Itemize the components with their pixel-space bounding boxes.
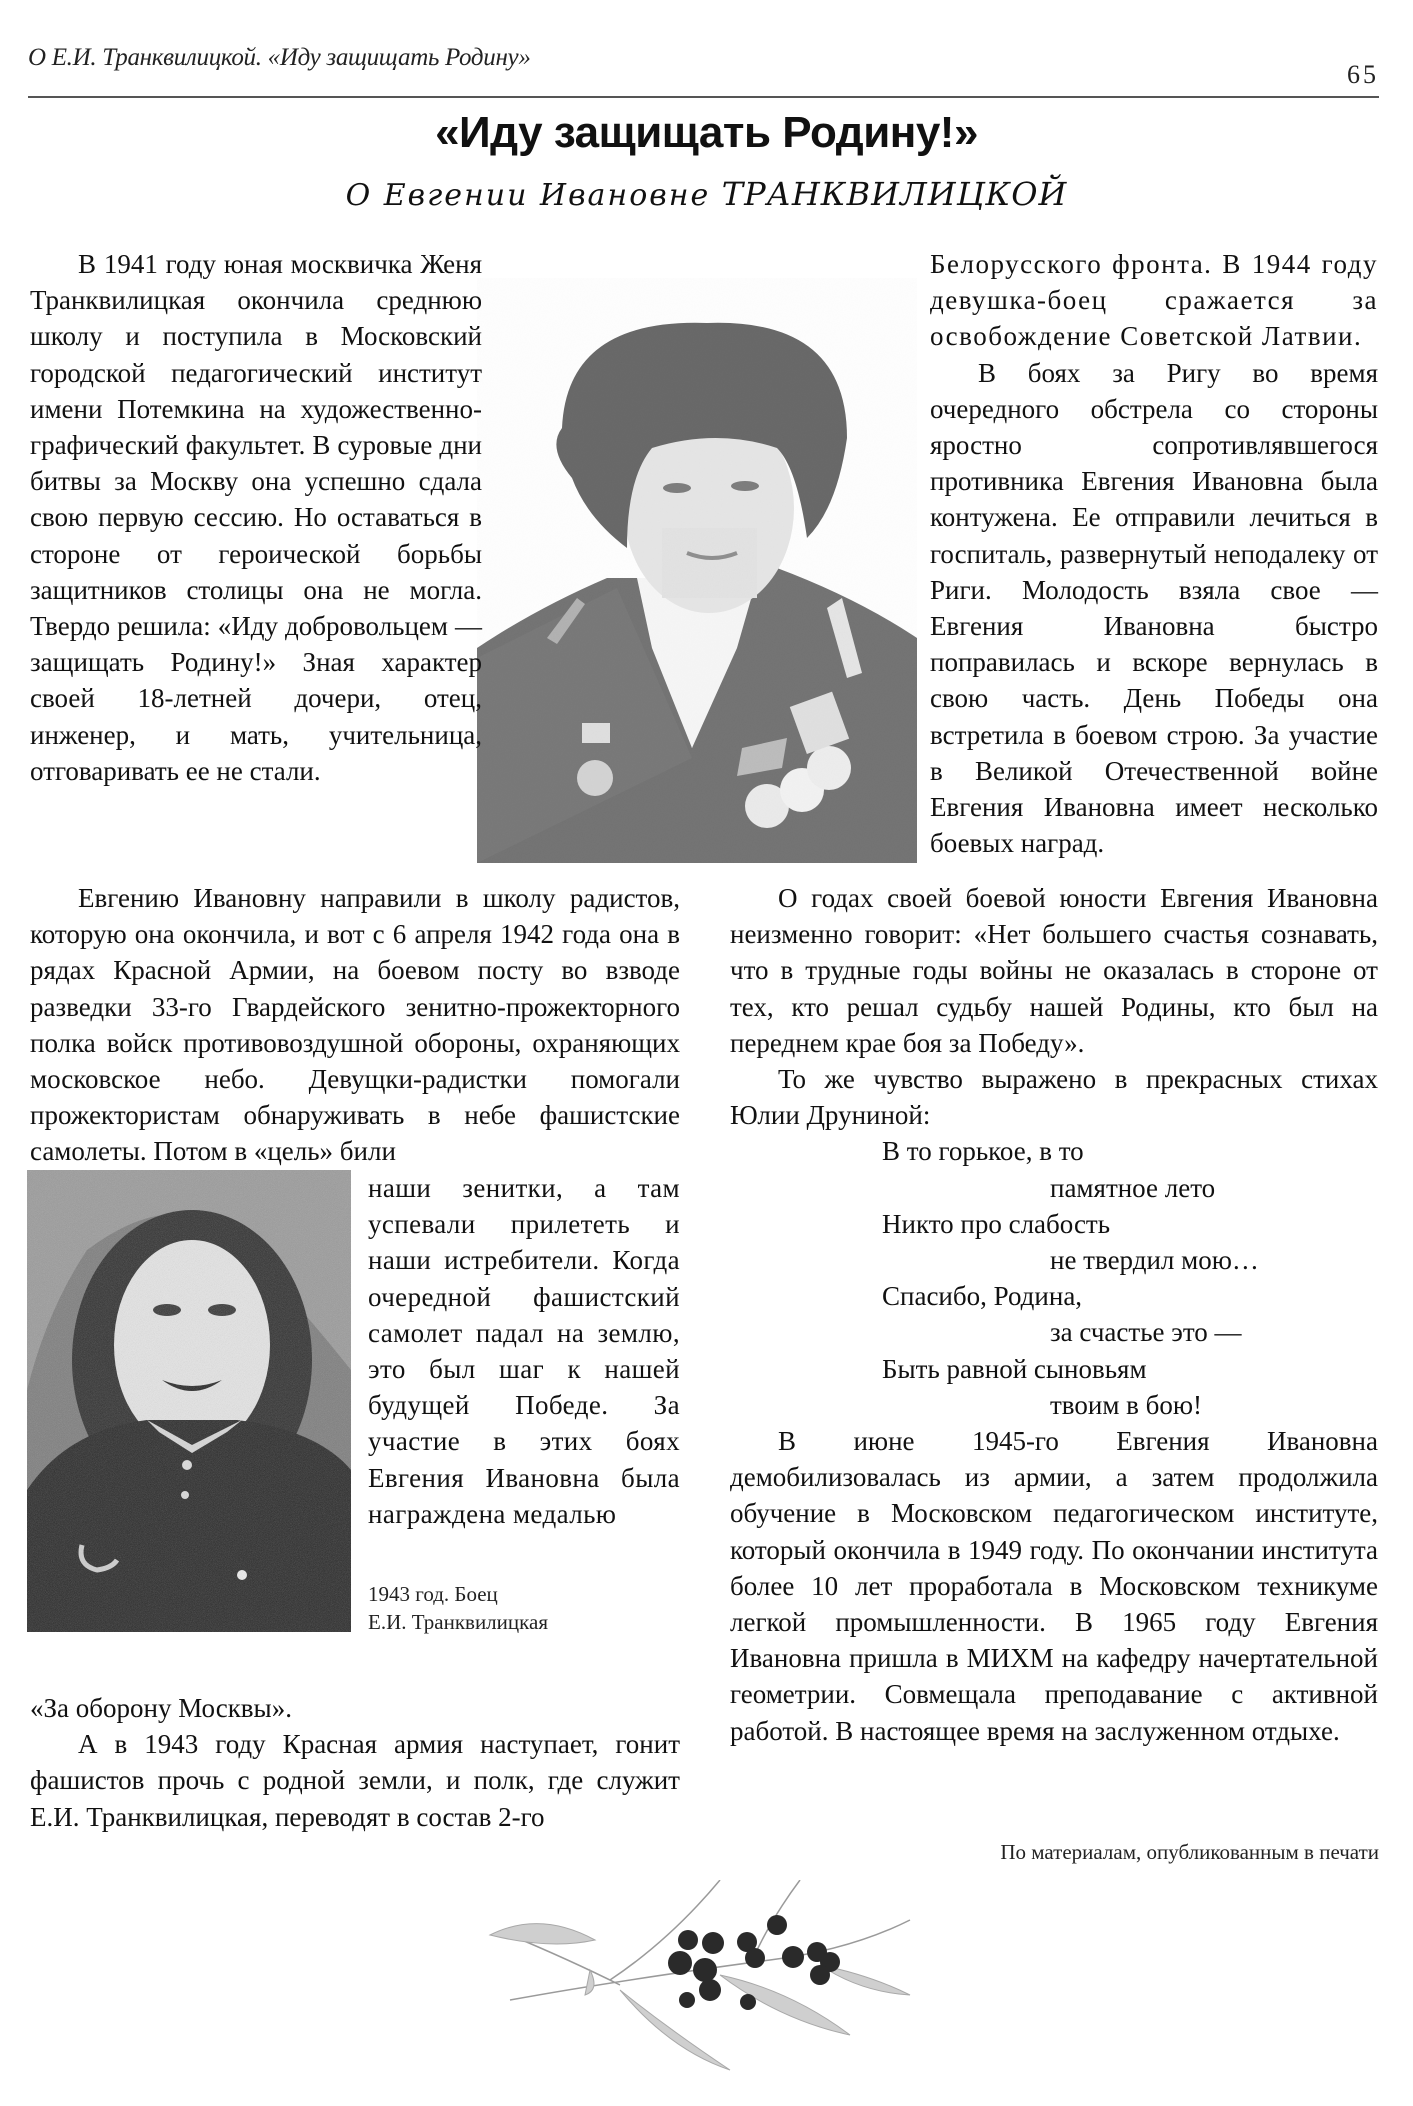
article-title: «Иду защищать Родину!» — [435, 108, 978, 157]
portrait-photo-with-medals — [477, 278, 917, 863]
poem-line: твоим в бою! — [1050, 1389, 1203, 1420]
article-column-beside-photo — [368, 1170, 680, 1532]
paragraph-4: В боях за Ригу во время очередного обстрела со стороны яростно сопротивлявшегося противника Евгения Ивановна была контужена. Ее отправили лечиться в госпиталь, развернутый неподалеку от Риги. Молодость взяла свое — Евгения Ивановна быстро поправилась и вскоре вернулась в свою часть. День Победы она встретила в боевом строю. За участие в Великой Отечественной войне Евгения Ивановна имеет несколько боевых наград. — [930, 357, 1378, 859]
berry-branch-icon — [470, 1880, 940, 2080]
paragraph-1: В 1941 году юная москвичка Женя Транквилицкая окончила среднюю школу и поступила в Московский городской педагогический институт имени Потемкина на художественно-графический факультет. В суровые дни битвы за Москву она успешно сдала свою первую сессию. Но оставаться в стороне от героической борьбы защитников столицы она не могла. Твердо решила: «Иду добровольцем — защищать Родину!» Зная характер своей 18-летней дочери, отец, инженер, и мать, учительница, отговаривать ее не стали. — [30, 249, 482, 786]
photo-caption-line-2: Е.И. Транквилицкая — [368, 1610, 549, 1634]
paragraph-5: О годах своей боевой юности Евгения Ивановна неизменно говорит: «Нет большего счастья сознавать, что в трудные годы войны не оказалась в стороне от тех, кто решал судьбу нашей Родины, кто был на переднем крае боя за Победу». — [730, 883, 1378, 1058]
article-column-left-middle — [30, 880, 680, 1170]
poem-line: Быть равной сыновьям — [882, 1353, 1147, 1384]
paragraph-2-part-b: наши зенитки, а там успевали прилететь и наши истребители. Когда очередной фашистский самолет падал на землю, это был шаг к нашей будущей Победе. За участие в этих боях Евгения Ивановна была награждена медалью — [368, 1173, 680, 1529]
poem-line: Никто про слабость — [882, 1208, 1111, 1239]
article-column-left-bottom — [30, 1690, 680, 1835]
article-column-right-bottom — [730, 880, 1378, 1749]
berry-branch-ornament — [470, 1880, 940, 2080]
article-column-right-top — [930, 246, 1378, 861]
subtitle-surname: ТРАНКВИЛИЦКОЙ — [721, 175, 1068, 213]
page-number: 65 — [1347, 60, 1379, 89]
paragraph-2-part-a: Евгению Ивановну направили в школу радистов, которую она окончила, и вот с 6 апреля 1942 года она в рядах Красной Армии, на боевом посту во взводе разведки 33-го Гвардейского зенитно-прожекторного полка войск противовоздушной обороны, охраняющих московское небо. Девущки-радистки помогали прожектористам обнаруживать в небе фашистские самолеты. Потом в «цель» били — [30, 883, 680, 1167]
poem-line: памятное лето — [1050, 1172, 1216, 1203]
article-subtitle — [0, 175, 1413, 213]
paragraph-2-part-c: «За оборону Москвы». — [30, 1693, 292, 1723]
poem-line: В то горькое, в то — [882, 1136, 1084, 1167]
running-head: О Е.И. Транквилицкой. «Иду защищать Родину» — [28, 44, 531, 71]
header-divider — [28, 96, 1379, 98]
paragraph-6: То же чувство выражено в прекрасных стихах Юлии Друниной: — [730, 1064, 1378, 1131]
source-note: По материалам, опубликованным в печати — [1000, 1840, 1379, 1864]
portrait-elder-image — [477, 278, 917, 863]
poem-line: не твердил мою… — [1050, 1245, 1259, 1276]
article-column-left-top — [30, 246, 482, 789]
poem-line: за счастье это — — [1050, 1317, 1242, 1348]
portrait-photo-1943 — [27, 1170, 351, 1632]
photo-caption-line-1: 1943 год. Боец — [368, 1582, 498, 1606]
paragraph-7: В июне 1945-го Евгения Ивановна демобилизовалась из армии, а затем продолжила обучение в Московском педагогическом институте, который окончила в 1949 году. По окончании института более 10 лет проработала в Московском техникуме легкой промышленности. В 1965 году Евгения Ивановна пришла в МИХМ на кафедру начертательной геометрии. Совмещала преподавание с активной работой. В настоящее время на заслуженном отдыхе. — [730, 1426, 1378, 1746]
paragraph-3-part-a: А в 1943 году Красная армия наступает, гонит фашистов прочь с родной земли, и полк, где служит Е.И. Транквилицкая, переводят в состав 2-го — [30, 1729, 680, 1832]
photo-caption — [368, 1580, 548, 1636]
paragraph-3-part-b: Белорусского фронта. В 1944 году девушка-боец сражается за освобождение Советской Латвии. — [930, 249, 1378, 352]
poem-line: Спасибо, Родина, — [882, 1281, 1083, 1312]
portrait-young-image — [27, 1170, 351, 1632]
subtitle-prefix: О Евгении Ивановне — [345, 178, 711, 213]
poem — [882, 1133, 1378, 1423]
